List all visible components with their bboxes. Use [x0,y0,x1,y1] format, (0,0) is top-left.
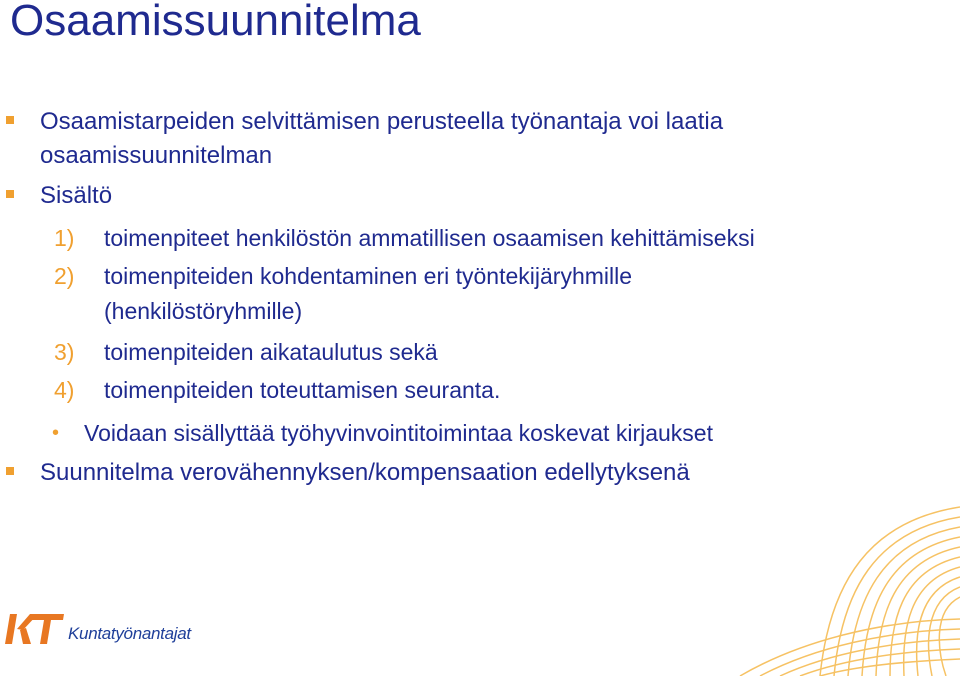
list-number: 2) [54,263,75,289]
list-number: 4) [54,377,75,403]
sub-bullet-dot: • [52,422,60,444]
kt-logo-mark-icon [4,610,66,650]
list-item: toimenpiteiden kohdentaminen eri työntekijäryhmille [104,263,633,289]
bullet-marker [6,467,14,475]
bullet-text: Suunnitelma verovähennyksen/kompensaation edellytyksenä [40,459,690,486]
bullet-marker [6,190,14,198]
list-item: toimenpiteiden toteuttamisen seuranta. [104,377,501,403]
list-item-continued: (henkilöstöryhmille) [104,298,303,324]
sub-bullet-text: Voidaan sisällyttää työhyvinvointitoimintaa koskevat kirjaukset [84,420,713,446]
list-number: 1) [54,225,75,251]
list-item: toimenpiteiden aikataulutus sekä [104,339,438,365]
slide-title: Osaamissuunnitelma [10,0,421,45]
kuntatyonantajat-logo [4,606,214,656]
bullet-marker [6,116,14,124]
bullet-text-continued: osaamissuunnitelman [40,142,273,169]
logo-text: Kuntatyönantajat [68,624,191,643]
bullet-text: Osaamistarpeiden selvittämisen perusteella työnantaja voi laatia [40,108,724,135]
decorative-wave-graphic [620,501,960,676]
list-item: toimenpiteet henkilöstön ammatillisen osaamisen kehittämiseksi [104,225,755,251]
list-number: 3) [54,339,75,365]
bullet-text: Sisältö [40,182,113,209]
